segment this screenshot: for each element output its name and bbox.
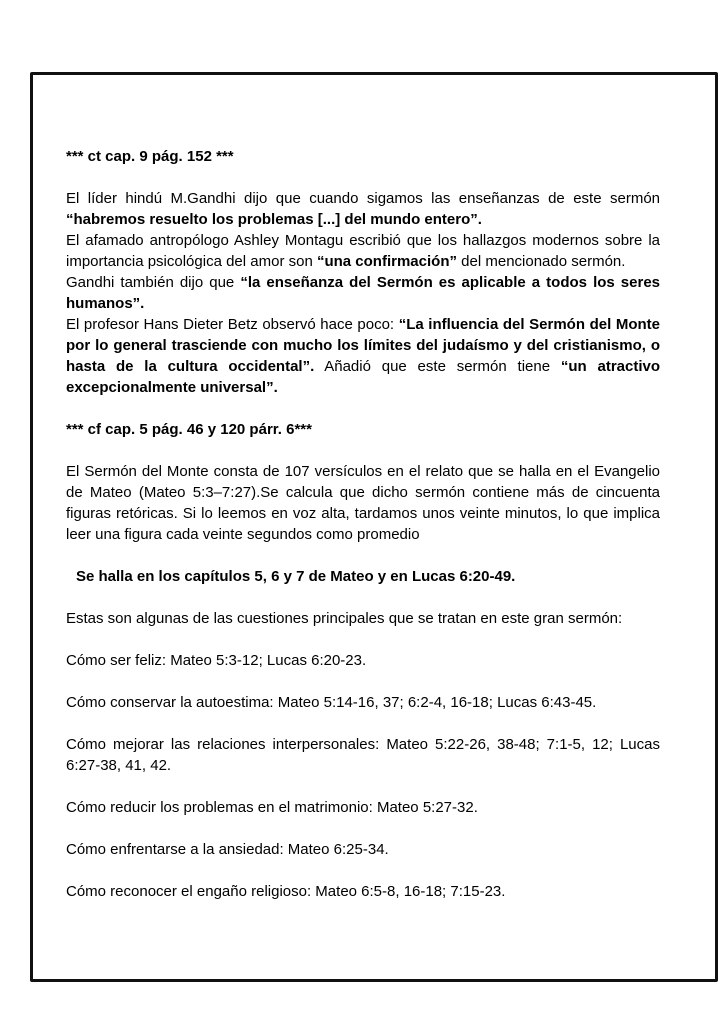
topics-intro: Estas son algunas de las cuestiones principales que se tratan en este gran sermón:: [66, 610, 623, 627]
topic-item: Cómo mejorar las relaciones interpersonales: Mateo 5:22-26, 38-48; 7:1-5, 12; Lucas 6:27-38, 41, 42.: [66, 736, 660, 774]
paragraph-text: Gandhi también dijo que: [66, 274, 241, 291]
quote: “un atractivo excepcionalmente universal”.: [66, 358, 661, 396]
quote: “una confirmación”: [316, 253, 457, 270]
topic-item: Cómo enfrentarse a la ansiedad: Mateo 6:25-34.: [66, 841, 389, 858]
paragraph-text: El líder hindú M.Gandhi dijo que cuando sigamos las enseñanzas de este sermón: [66, 190, 660, 207]
location-line: Se halla en los capítulos 5, 6 y 7 de Mateo y en Lucas 6:20-49.: [76, 568, 516, 585]
topic-item: Cómo ser feliz: Mateo 5:3-12; Lucas 6:20-23.: [66, 652, 367, 669]
document-body: [66, 146, 660, 902]
reference-heading-1: *** ct cap. 9 pág. 152 ***: [66, 148, 234, 165]
topic-item: Cómo conservar la autoestima: Mateo 5:14-16, 37; 6:2-4, 16-18; Lucas 6:43-45.: [66, 694, 597, 711]
quote: “La influencia del Sermón del Monte por lo general trasciende con mucho los límites del judaísmo y del cristianismo, o hasta de la cultura occidental”.: [66, 316, 660, 375]
paragraph-sermon-info: El Sermón del Monte consta de 107 versículos en el relato que se halla en el Evangelio de Mateo (Mateo 5:3–7:27).Se calcula que dicho sermón contiene más de cincuenta figuras retóricas. Si lo leemos en voz alta, tardamos unos veinte minutos, lo que implica leer una figura cada veinte segundos como promedio: [66, 463, 660, 543]
paragraph-gandhi: [66, 188, 660, 230]
paragraph-montagu: [66, 230, 660, 272]
paragraph-text: El afamado antropólogo Ashley Montagu escribió que los hallazgos modernos sobre la importancia psicológica del amor son: [66, 232, 660, 270]
quote: “habremos resuelto los problemas [...] del mundo entero”.: [66, 211, 482, 228]
paragraph-betz: [66, 314, 660, 398]
paragraph-gandhi-2: [66, 272, 660, 314]
paragraph-text: El profesor Hans Dieter Betz observó hace poco:: [66, 316, 399, 333]
quote: “la enseñanza del Sermón es aplicable a todos los seres humanos”.: [66, 274, 661, 312]
paragraph-text: del mencionado sermón.: [457, 253, 626, 270]
paragraph-text: Añadió que este sermón tiene: [314, 358, 561, 375]
topic-item: Cómo reconocer el engaño religioso: Mateo 6:5-8, 16-18; 7:15-23.: [66, 883, 506, 900]
topic-item: Cómo reducir los problemas en el matrimonio: Mateo 5:27-32.: [66, 799, 478, 816]
reference-heading-2: *** cf cap. 5 pág. 46 y 120 párr. 6***: [66, 421, 312, 438]
